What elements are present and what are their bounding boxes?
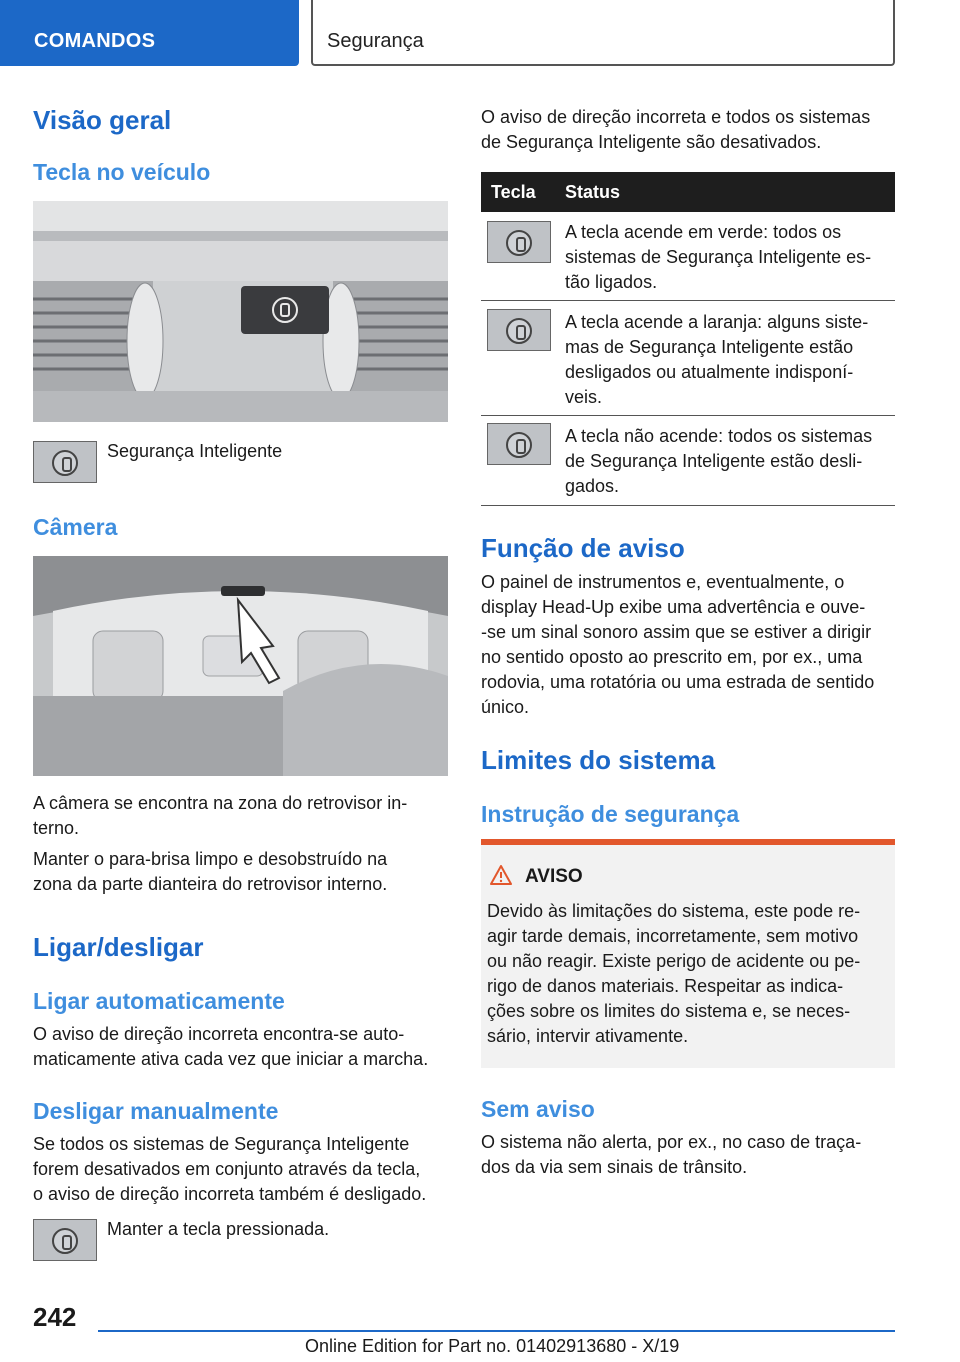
intelligent-safety-key-press-icon	[33, 1219, 97, 1261]
status-table-header	[481, 172, 895, 212]
col-key: Tecla	[491, 182, 536, 202]
intelligent-safety-key-icon	[33, 441, 97, 483]
key-caption: Segurança Inteligente	[107, 441, 283, 461]
subtitle-key-in-vehicle: Tecla no veículo	[33, 159, 211, 185]
warning-fn-line: display Head-Up exibe uma advertência e ouve‐	[481, 597, 866, 617]
key-green-icon	[487, 221, 551, 263]
warning-triangle-icon	[489, 864, 513, 891]
dashboard-key-photo	[33, 201, 448, 422]
row3-line3: gados.	[565, 476, 620, 496]
camera-text-1a: A câmera se encontra na zona do retrovisor in‐	[33, 793, 408, 813]
warning-fn-line: O painel de instrumentos e, eventualmente, o	[481, 572, 845, 592]
warning-line: ou não reagir. Existe perigo de acidente ou pe‐	[487, 951, 861, 971]
no-warning-line: O sistema não alerta, por ex., no caso de traça‐	[481, 1132, 862, 1152]
auto-text-a: O aviso de direção incorreta encontra-se auto‐	[33, 1024, 405, 1044]
section-tab	[0, 0, 299, 66]
warning-bar	[481, 839, 895, 845]
col-status: Status	[565, 182, 621, 202]
title-on-off: Ligar/desligar	[33, 932, 204, 962]
chapter-tab	[311, 0, 895, 66]
subtitle-camera: Câmera	[33, 514, 118, 540]
no-warning-line: dos da via sem sinais de trânsito.	[481, 1157, 748, 1177]
row3-line2: de Segurança Inteligente estão desli‐	[565, 451, 863, 471]
table-row-divider	[481, 415, 895, 416]
camera-text-2a: Manter o para-brisa limpo e desobstruído na	[33, 849, 388, 869]
section-label: COMANDOS	[34, 30, 156, 52]
auto-text-b: maticamente ativa cada vez que iniciar a marcha.	[33, 1049, 429, 1069]
warning-line: ções sobre os limites do sistema e, se neces‐	[487, 1001, 851, 1021]
key-off-icon	[487, 423, 551, 465]
camera-text-1b: terno.	[33, 818, 80, 838]
warning-line: sário, intervir ativamente.	[487, 1026, 689, 1046]
footer-edition: Online Edition for Part no. 01402913680 - X/19	[305, 1336, 680, 1356]
row1-line3: tão ligados.	[565, 272, 658, 292]
row2-line4: veis.	[565, 387, 603, 407]
title-warning-function: Função de aviso	[481, 533, 685, 563]
footer-rule	[98, 1330, 895, 1332]
subtitle-manual-off: Desligar manualmente	[33, 1098, 279, 1124]
row3-line1: A tecla não acende: todos os sistemas	[565, 426, 873, 446]
warning-fn-line: único.	[481, 697, 530, 717]
intro-a: O aviso de direção incorreta e todos os sistemas	[481, 107, 871, 127]
manual-text-c: o aviso de direção incorreta também é desligado.	[33, 1184, 427, 1204]
chapter-label: Segurança	[327, 30, 424, 52]
table-row-divider	[481, 505, 895, 506]
title-system-limits: Limites do sistema	[481, 745, 716, 775]
warning-line: Devido às limitações do sistema, este pode re‐	[487, 901, 861, 921]
row1-line1: A tecla acende em verde: todos os	[565, 222, 842, 242]
row2-line3: desligados ou atualmente indisponí‐	[565, 362, 854, 382]
camera-text-2b: zona da parte dianteira do retrovisor interno.	[33, 874, 388, 894]
warning-line: rigo de danos materiais. Respeitar as indica‐	[487, 976, 844, 996]
title-overview: Visão geral	[33, 105, 172, 135]
warning-line: agir tarde demais, incorretamente, sem motivo	[487, 926, 859, 946]
row1-line2: sistemas de Segurança Inteligente es‐	[565, 247, 872, 267]
table-row-divider	[481, 300, 895, 301]
warning-fn-line: rodovia, uma rotatória ou uma estrada de sentido	[481, 672, 875, 692]
warning-fn-line: no sentido oposto ao prescrito em, por ex., uma	[481, 647, 863, 667]
press-caption: Manter a tecla pressionada.	[107, 1219, 330, 1239]
key-orange-icon	[487, 309, 551, 351]
row2-line2: mas de Segurança Inteligente estão	[565, 337, 854, 357]
subtitle-safety-instruction: Instrução de segurança	[481, 801, 740, 827]
camera-interior-photo	[33, 556, 448, 776]
subtitle-auto-on: Ligar automaticamente	[33, 988, 285, 1014]
warning-label: AVISO	[525, 866, 583, 887]
manual-text-b: forem desativados em conjunto através da tecla,	[33, 1159, 421, 1179]
row2-line1: A tecla acende a laranja: alguns siste‐	[565, 312, 869, 332]
warning-fn-line: -se um sinal sonoro assim que se estiver a dirigir	[481, 622, 872, 642]
manual-text-a: Se todos os sistemas de Segurança Inteligente	[33, 1134, 410, 1154]
page-number: 242	[33, 1302, 77, 1332]
intro-b: de Segurança Inteligente são desativados.	[481, 132, 822, 152]
subtitle-no-warning: Sem aviso	[481, 1096, 595, 1122]
